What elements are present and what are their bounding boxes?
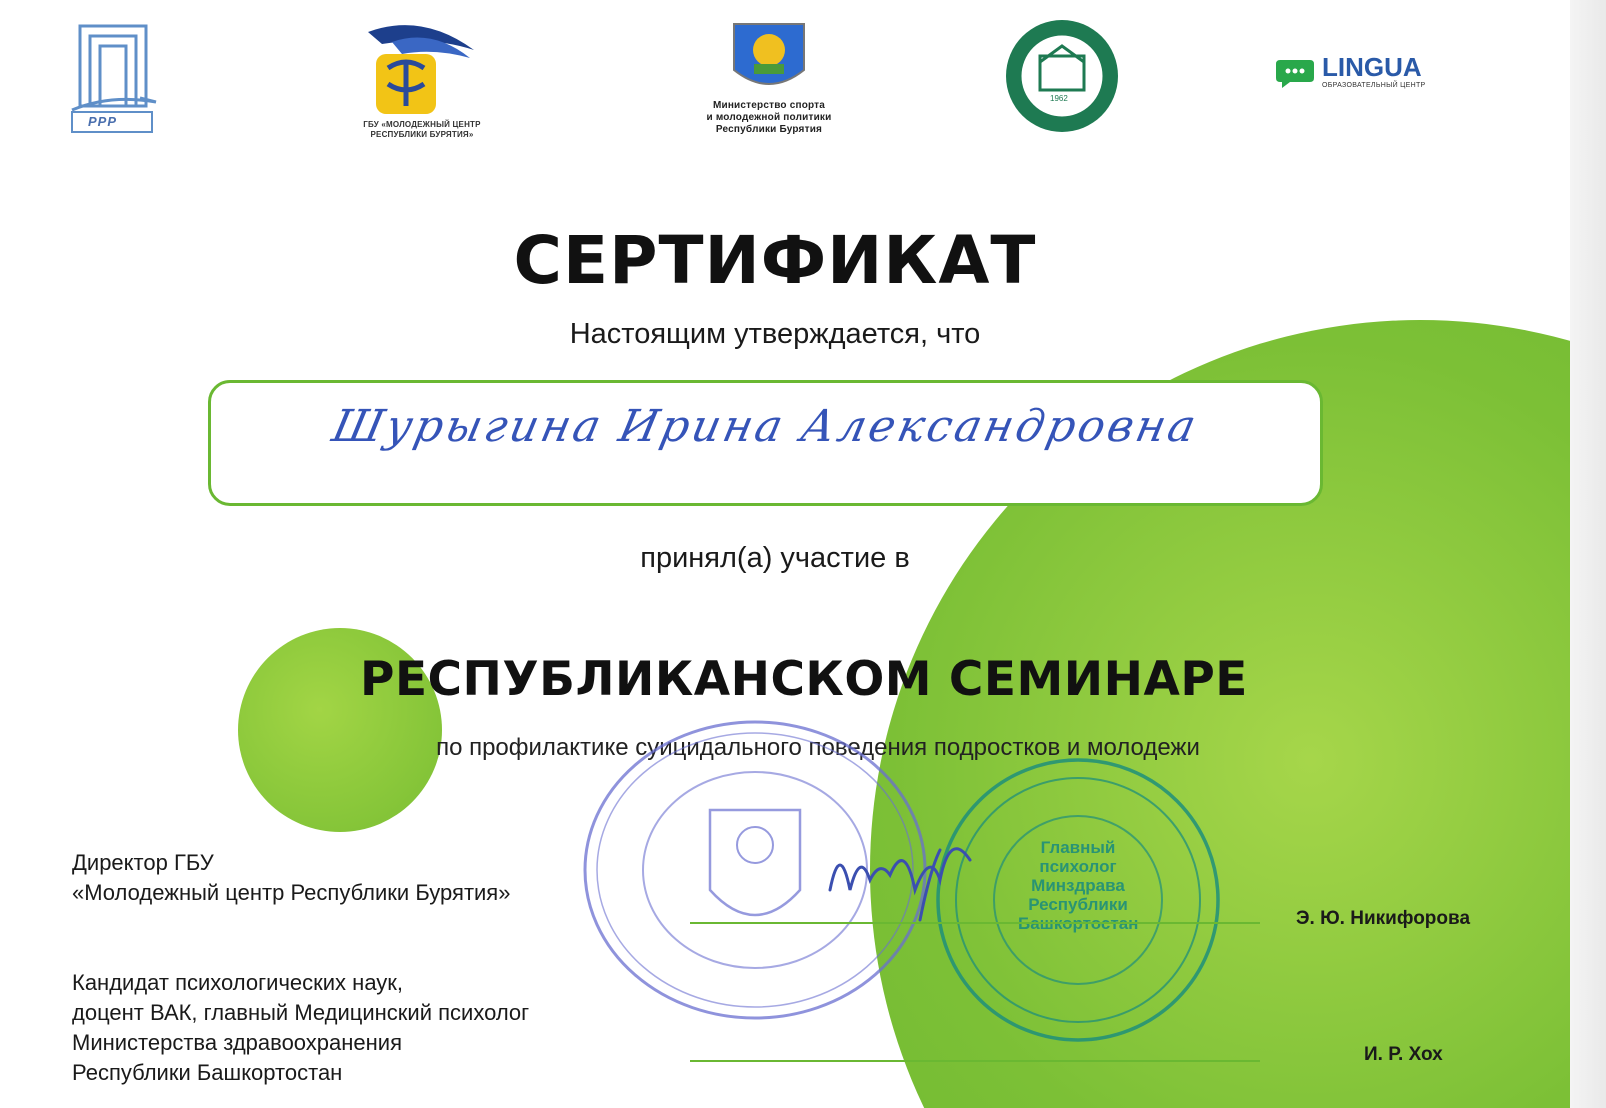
signatory-position-line: Республики Башкортостан — [72, 1060, 343, 1085]
green-stamp-line: психолог — [1039, 857, 1117, 876]
university-seal-logo — [1002, 16, 1122, 136]
green-stamp-line: Минздрава — [1031, 876, 1125, 895]
signature-line-2 — [690, 1060, 1260, 1062]
chat-bubble-icon — [1276, 56, 1316, 92]
green-stamp-line: Республики — [1028, 895, 1128, 914]
signatory-position-line: Министерства здравоохранения — [72, 1030, 402, 1055]
event-title: РЕСПУБЛИКАНСКОМ СЕМИНАРЕ — [360, 652, 1248, 707]
recipient-name-frame — [208, 380, 1323, 506]
green-stamp-center-text — [1018, 838, 1138, 933]
signatory-1-name: Э. Ю. Никифорова — [1296, 908, 1471, 929]
signatory-2-position — [72, 968, 529, 1088]
scan-edge — [1570, 0, 1606, 1108]
signatory-position-line: доцент ВАК, главный Медицинский психолог — [72, 1000, 530, 1025]
signatory-position-line: Директор ГБУ — [72, 850, 214, 875]
university-year: 1962 — [1050, 94, 1068, 103]
youth-center-caption: ГБУ «МОЛОДЕЖНЫЙ ЦЕНТР РЕСПУБЛИКИ БУРЯТИЯ» — [363, 120, 481, 139]
participation-text: принял(а) участие в — [640, 542, 910, 574]
event-subtitle: по профилактике суицидального поведения подростков и молодежи — [436, 734, 1200, 761]
lingua-name: LINGUA — [1322, 52, 1422, 82]
signatory-position-line: Кандидат психологических наук, — [72, 970, 404, 995]
rpo-logo — [70, 24, 160, 136]
signatory-1-position — [72, 848, 510, 908]
signatory-position-line: «Молодежный центр Республики Бурятия» — [72, 880, 511, 905]
handwritten-signature — [820, 820, 990, 930]
certificate-title: СЕРТИФИКАТ — [513, 222, 1037, 299]
lingua-logo — [1276, 52, 1446, 96]
recipient-name: Шурыгина Ирина Александровна — [327, 401, 1204, 452]
lingua-subtitle: ОБРАЗОВАТЕЛЬНЫЙ ЦЕНТР — [1322, 82, 1426, 89]
ministry-caption: Министерство спорта и молодежной политики Республики Бурятия — [706, 100, 832, 135]
certificate-statement: Настоящим утверждается, что — [569, 318, 981, 350]
rpo-logo-text: РРР — [88, 114, 118, 129]
youth-center-logo — [362, 18, 482, 158]
signature-line-1 — [690, 922, 1260, 924]
ministry-emblem-logo — [706, 20, 832, 160]
green-stamp-line: Главный — [1040, 838, 1116, 857]
signatory-2-name: И. Р. Хох — [1364, 1044, 1443, 1065]
